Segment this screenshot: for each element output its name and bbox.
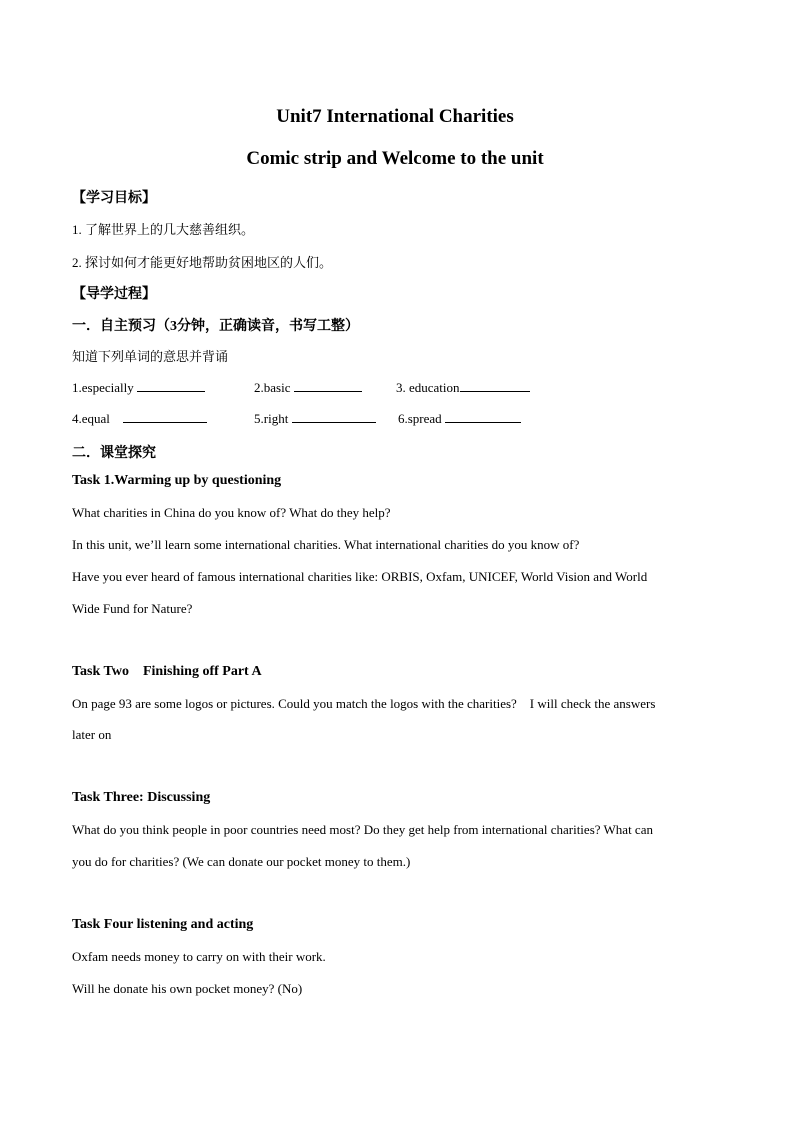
section1-heading: 一．自主预习（3分钟，正确读音，书写工整）	[72, 319, 359, 334]
answer-blank[interactable]	[445, 410, 521, 423]
vocab-word: 4.equal	[72, 411, 110, 426]
section1-instruction: 知道下列单词的意思并背诵	[72, 349, 229, 364]
objectives-heading: 【学习目标】	[72, 191, 156, 206]
vocab-word: 6.spread	[398, 411, 442, 426]
answer-blank[interactable]	[137, 379, 205, 392]
answer-blank[interactable]	[294, 379, 362, 392]
task3-line: What do you think people in poor countries need most? Do they get help from international charities? What can	[72, 822, 653, 837]
task2-line: On page 93 are some logos or pictures. Could you match the logos with the charities? I will check the answers	[72, 696, 656, 711]
process-heading: 【导学过程】	[72, 287, 156, 302]
vocab-item	[254, 410, 376, 427]
objective-item: 1. 了解世界上的几大慈善组织。	[72, 222, 255, 237]
objective-item: 2. 探讨如何才能更好地帮助贫困地区的人们。	[72, 255, 333, 270]
task1-heading: Task 1.Warming up by questioning	[72, 473, 282, 488]
task4-heading: Task Four listening and acting	[72, 917, 254, 932]
vocab-item	[72, 410, 207, 427]
task1-line: Wide Fund for Nature?	[72, 601, 193, 616]
vocab-item	[398, 410, 521, 427]
vocab-item	[72, 379, 205, 396]
task4-line: Oxfam needs money to carry on with their work.	[72, 949, 326, 964]
vocab-word: 3. education	[396, 380, 460, 395]
task2-line: later on	[72, 727, 112, 742]
vocab-word: 5.right	[254, 411, 289, 426]
page-subtitle: Comic strip and Welcome to the unit	[246, 148, 544, 169]
answer-blank[interactable]	[123, 410, 207, 423]
task4-line: Will he donate his own pocket money? (No)	[72, 981, 303, 996]
answer-blank[interactable]	[460, 379, 530, 392]
task3-line: you do for charities? (We can donate our pocket money to them.)	[72, 854, 411, 869]
answer-blank[interactable]	[292, 410, 376, 423]
task1-line: In this unit, we’ll learn some international charities. What international charities do you know of?	[72, 537, 580, 552]
page-title: Unit7 International Charities	[276, 106, 514, 127]
task3-heading: Task Three: Discussing	[72, 790, 211, 805]
vocab-item	[396, 379, 530, 396]
vocab-word: 2.basic	[254, 380, 291, 395]
task2-heading: Task Two Finishing off Part A	[72, 664, 262, 679]
section2-heading: 二．课堂探究	[72, 446, 156, 461]
vocab-word: 1.especially	[72, 380, 134, 395]
vocab-item	[254, 379, 362, 396]
task1-line: What charities in China do you know of? What do they help?	[72, 505, 391, 520]
task1-line: Have you ever heard of famous international charities like: ORBIS, Oxfam, UNICEF, World Vision and World	[72, 569, 648, 584]
